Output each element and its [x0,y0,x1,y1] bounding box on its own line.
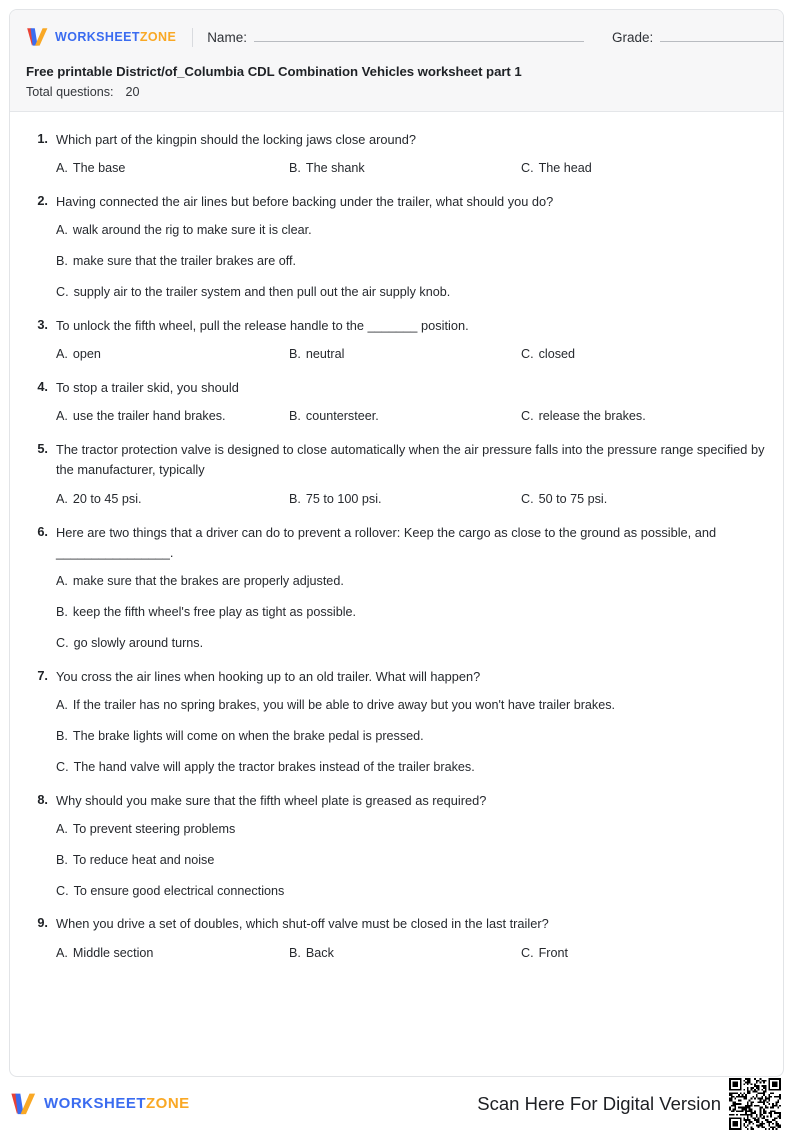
option-letter: C. [521,491,534,506]
option-letter: C. [56,635,69,650]
question-body [56,378,767,426]
option-letter: B. [289,945,301,960]
answer-option[interactable] [289,944,521,963]
option-letter: B. [289,161,301,176]
option-letter: B. [56,852,68,867]
answer-option[interactable] [521,944,576,963]
question-body [56,791,767,901]
total-questions-label: Total questions: [26,85,114,99]
answer-option[interactable] [289,345,521,364]
option-text: make sure that the brakes are properly adjusted. [72,573,344,588]
question-text: When you drive a set of doubles, which shut-off valve must be closed in the last trailer? [56,916,549,932]
question-item [26,316,767,364]
question-item [26,667,767,777]
option-text: To reduce heat and noise [72,852,215,867]
question-number: 4. [37,379,48,395]
question-number: 1. [37,131,48,146]
answer-option[interactable] [56,159,289,178]
total-questions [26,85,767,99]
option-text: supply air to the trailer system and then pull out the air supply knob. [73,285,451,300]
answer-option[interactable] [56,572,767,591]
option-letter: A. [56,491,68,506]
answer-option[interactable] [56,758,767,777]
option-text: The shank [305,161,365,176]
answer-option[interactable] [56,634,767,653]
question-item [26,192,767,302]
option-letter: B. [56,728,68,743]
option-text: 50 to 75 psi. [538,491,608,506]
question-item [26,791,767,901]
scan-prompt-text: Scan Here For Digital Version [477,1092,721,1114]
option-letter: C. [521,409,534,424]
question-number: 6. [37,523,48,539]
question-number: 2. [37,193,48,209]
option-text: keep the fifth wheel's free play as tight as possible. [72,604,357,619]
option-letter: B. [289,347,301,362]
option-letter: C. [521,945,534,960]
option-letter: A. [56,223,68,238]
answer-options [56,696,767,777]
footer-logo-text-zone: ZONE [146,1095,190,1112]
answer-options [56,159,767,178]
worksheet-title: Free printable District/of_Columbia CDL Combination Vehicles worksheet part 1 [26,64,522,79]
option-letter: A. [56,161,68,176]
brand-logo [26,27,176,47]
option-text: 75 to 100 psi. [305,491,382,506]
answer-option[interactable] [56,727,767,746]
option-text: To prevent steering problems [72,821,236,836]
question-number: 7. [37,667,48,683]
answer-option[interactable] [56,882,767,901]
brand-logo-text-zone: ZONE [139,30,177,44]
answer-option[interactable] [56,407,289,426]
worksheet-zone-logo-icon [26,27,49,47]
option-letter: A. [56,347,68,362]
footer-worksheet-zone-logo-icon [10,1092,37,1116]
option-text: Front [538,945,568,960]
answer-option[interactable] [56,944,289,963]
question-body [56,130,767,178]
option-text: The base [72,161,126,176]
question-item [26,440,767,508]
option-letter: B. [289,409,301,424]
answer-option[interactable] [56,820,767,839]
option-letter: A. [56,409,68,424]
option-text: If the trailer has no spring brakes, you will be able to drive away but you won't have trailer brakes. [72,697,616,712]
option-text: walk around the rig to make sure it is clear. [72,223,312,238]
footer-brand-logo-text [44,1095,190,1112]
brand-logo-text [55,30,176,44]
answer-options [56,572,767,653]
option-letter: A. [56,697,68,712]
option-letter: A. [56,945,68,960]
answer-options [56,944,767,963]
question-number: 5. [37,441,48,457]
option-text: go slowly around turns. [73,635,204,650]
question-text: To stop a trailer skid, you should [56,380,239,396]
answer-option[interactable] [56,283,767,302]
option-text: use the trailer hand brakes. [72,409,226,424]
question-text: Having connected the air lines but before backing under the trailer, what should you do? [56,194,554,210]
answer-options [56,221,767,302]
answer-options [56,490,767,509]
answer-option[interactable] [56,696,767,715]
header-divider [192,28,193,47]
option-text: The hand valve will apply the tractor brakes instead of the trailer brakes. [73,759,475,774]
question-text: Here are two things that a driver can do to prevent a rollover: Keep the cargo as close to the ground as possible, and ________________. [56,524,717,560]
name-label: Name: [207,30,247,45]
footer-brand-logo [10,1092,190,1116]
option-text: open [72,347,101,362]
answer-option[interactable] [289,490,521,509]
option-letter: B. [56,254,68,269]
answer-option[interactable] [56,851,767,870]
option-letter: C. [56,285,69,300]
question-body [56,440,767,508]
question-text: Which part of the kingpin should the locking jaws close around? [56,132,416,147]
option-letter: A. [56,821,68,836]
option-text: 20 to 45 psi. [72,491,142,506]
option-text: Middle section [72,945,154,960]
answer-option[interactable] [56,252,767,271]
answer-options [56,820,767,901]
option-letter: B. [289,491,301,506]
answer-option[interactable] [289,407,521,426]
total-questions-value: 20 [125,85,140,99]
option-text: make sure that the trailer brakes are off. [72,254,296,269]
option-text: Back [305,945,334,960]
answer-option[interactable] [521,490,615,509]
question-number: 8. [37,791,48,807]
option-letter: A. [56,573,68,588]
option-letter: C. [56,759,69,774]
option-text: To ensure good electrical connections [73,883,285,898]
header-top-row [26,24,767,50]
grade-field[interactable] [612,29,784,45]
answer-option[interactable] [521,345,583,364]
question-item [26,378,767,426]
footer-logo-text-worksheet: WORKSHEET [44,1095,146,1112]
question-body [56,316,767,364]
option-text: release the brakes. [538,409,646,424]
question-text: You cross the air lines when hooking up to an old trailer. What will happen? [56,668,481,684]
questions-list [10,112,783,987]
worksheet-card [9,9,784,1077]
brand-logo-text-worksheet: WORKSHEET [55,30,140,44]
name-field[interactable] [207,29,584,45]
question-text: Why should you make sure that the fifth wheel plate is greased as required? [56,792,487,808]
question-body [56,192,767,302]
option-letter: C. [56,883,69,898]
answer-option[interactable] [56,345,289,364]
option-text: closed [538,347,575,362]
answer-options [56,345,767,364]
answer-option[interactable] [521,407,654,426]
question-text: To unlock the fifth wheel, pull the release handle to the _______ position. [56,318,469,333]
question-text: The tractor protection valve is designed to close automatically when the air pressure falls into the pressure range specified by the manufacturer, typically [56,442,765,478]
question-body [56,523,767,653]
question-number: 9. [37,915,48,931]
option-letter: B. [56,604,68,619]
question-item [26,523,767,653]
answer-option[interactable] [56,221,767,240]
answer-options [56,407,767,426]
question-number: 3. [37,317,48,332]
answer-option[interactable] [521,159,600,178]
question-body [56,914,767,962]
answer-option[interactable] [289,159,521,178]
option-letter: C. [521,161,534,176]
answer-option[interactable] [56,490,289,509]
grade-label: Grade: [611,30,654,45]
worksheet-footer [0,1085,793,1122]
option-text: countersteer. [305,409,379,424]
answer-option[interactable] [56,603,767,622]
question-body [56,667,767,777]
option-text: neutral [305,347,345,362]
grade-input-rule[interactable] [660,29,784,42]
worksheet-header [10,10,783,112]
name-input-rule[interactable] [254,29,584,42]
option-text: The brake lights will come on when the brake pedal is pressed. [72,728,424,743]
option-letter: C. [521,347,534,362]
option-text: The head [538,161,592,176]
question-item [26,914,767,962]
question-item [26,130,767,178]
